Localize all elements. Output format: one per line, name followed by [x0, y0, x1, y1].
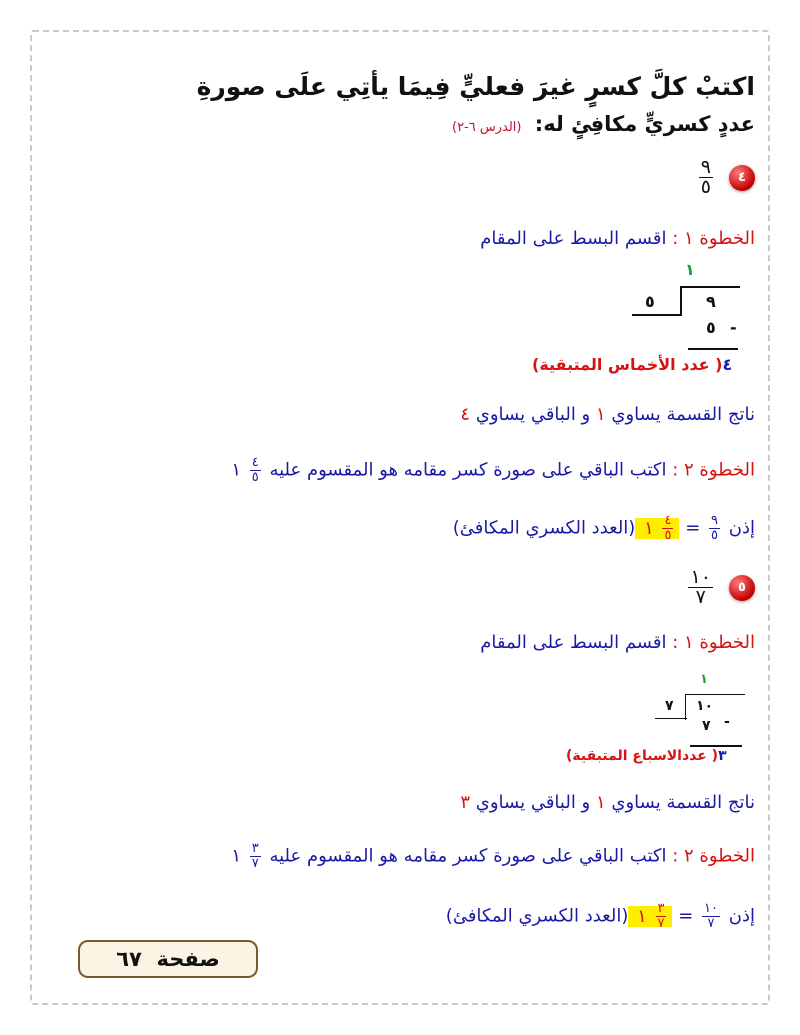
problem-5-result: ناتج القسمة يساوي ١ و الباقي يساوي ٣ — [460, 792, 755, 813]
problem-fraction: $\frac{٩}{٥}$ — [700, 156, 711, 198]
division-subtracted: ٧ — [702, 718, 711, 734]
problem-5-step2: الخطوة ٢ : اكتب الباقي على صورة كسر مقامه هو المقسوم عليه $\frac{٣}{٧}$ ١ — [231, 841, 755, 871]
problem-fraction: $\frac{١٠}{٧}$ — [690, 566, 711, 608]
remainder-note: ٣( عددالاسباع المتبقية) — [566, 748, 727, 764]
subtitle-text: عددٍ كسريٍّ مكافِئٍ له: — [534, 112, 755, 136]
lesson-reference: (الدرس ٦-٢) — [451, 120, 522, 135]
answer-highlight: $\frac{٤}{٥}$ ١ — [635, 518, 679, 539]
problem-4-step1: الخطوة ١ : اقسم البسط على المقام — [480, 228, 755, 249]
division-quotient: ١ — [700, 672, 708, 687]
problem-5-answer: إذن $\frac{١٠}{٧}$ = $\frac{٣}{٧}$ ١ (العدد الكسري المكافئ) — [445, 901, 755, 931]
exercise-title: اكتبْ كلَّ كسرٍ غيرَ فعليٍّ فِيمَا يأتِي علَى صورةِ — [196, 72, 755, 101]
page-number-box — [78, 940, 258, 978]
problem-4-result: ناتج القسمة يساوي ١ و الباقي يساوي ٤ — [460, 404, 755, 425]
division-bracket — [680, 286, 682, 316]
problem-5-step1: الخطوة ١ : اقسم البسط على المقام — [480, 632, 755, 653]
problem-4-answer: إذن $\frac{٩}{٥}$ = $\frac{٤}{٥}$ ١ (العدد الكسري المكافئ) — [452, 513, 755, 543]
remainder-note: ٤( عدد الأخماس المتبقية) — [532, 355, 733, 374]
division-quotient: ١ — [685, 260, 695, 279]
division-bracket — [685, 694, 686, 720]
minus-sign: - — [730, 318, 737, 337]
minus-sign: - — [724, 714, 730, 730]
problem-4-step2: الخطوة ٢ : اكتب الباقي على صورة كسر مقامه هو المقسوم عليه $\frac{٤}{٥}$ ١ — [231, 455, 755, 485]
problem-5-header — [685, 568, 755, 607]
answer-highlight: $\frac{٣}{٧}$ ١ — [628, 906, 672, 927]
division-dividend: ١٠ — [696, 698, 714, 714]
division-divisor: ٧ — [665, 698, 674, 714]
problem-number-badge: ٥ — [729, 575, 755, 601]
division-dividend: ٩ — [706, 292, 716, 311]
subtraction-line — [688, 348, 738, 350]
division-subtracted: ٥ — [706, 318, 716, 337]
page-number: ٦٧ — [116, 947, 142, 971]
problem-4-header — [696, 158, 755, 197]
page-label: صفحة — [156, 947, 220, 971]
division-divisor: ٥ — [645, 292, 655, 311]
division-bar — [680, 286, 740, 288]
divisor-underline — [655, 718, 687, 719]
subtraction-line — [690, 745, 742, 747]
exercise-subtitle — [452, 112, 755, 136]
divisor-underline — [632, 314, 682, 316]
problem-number-badge: ٤ — [729, 165, 755, 191]
division-bar — [685, 694, 745, 695]
